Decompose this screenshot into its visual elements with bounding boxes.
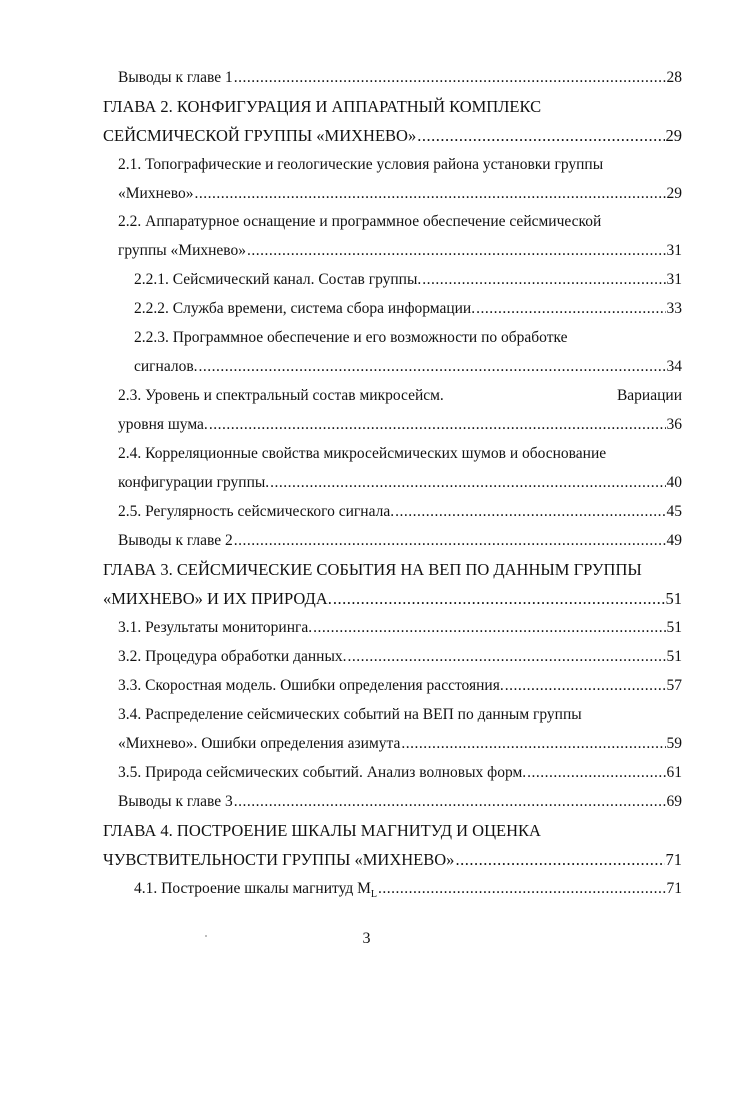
toc-entry-page: 31 xyxy=(666,242,682,259)
toc-entry xyxy=(118,502,682,522)
toc-entry-title: ЧУВСТВИТЕЛЬНОСТИ ГРУППЫ «МИХНЕВО» xyxy=(103,850,455,869)
leader-dots xyxy=(455,850,664,870)
toc-entry xyxy=(118,618,682,638)
toc-entry xyxy=(118,647,682,667)
toc-entry-title: Выводы к главе 3 xyxy=(118,793,233,810)
toc-entry-title: 2.4. Корреляционные свойства микросейсмических шумов и обоснование xyxy=(118,445,607,462)
toc-entry-title: 3.4. Распределение сейсмических событий на ВЕП по данным группы xyxy=(118,706,582,723)
toc-entry-page: 71 xyxy=(666,880,682,897)
toc-entry xyxy=(134,328,682,348)
toc-entry xyxy=(118,705,682,725)
toc-entry-page: 61 xyxy=(666,764,682,781)
toc-entry xyxy=(134,879,682,905)
toc-entry-page: 71 xyxy=(665,850,682,869)
chapter-heading xyxy=(103,850,682,870)
toc-entry xyxy=(118,68,682,88)
toc-entry-title: «Михнево». Ошибки определения азимута xyxy=(118,735,401,752)
leader-dots xyxy=(234,68,666,88)
toc-entry xyxy=(118,386,682,406)
toc-entry-title: ГЛАВА 2. КОНФИГУРАЦИЯ И АППАРАТНЫЙ КОМПЛЕКС xyxy=(103,97,542,116)
toc-entry xyxy=(134,357,682,377)
toc-entry-page: 51 xyxy=(665,589,682,608)
leader-dots xyxy=(348,647,666,667)
leader-dots xyxy=(395,502,665,522)
toc-entry-title: ГЛАВА 3. СЕЙСМИЧЕСКИЕ СОБЫТИЯ НА ВЕП ПО ДАННЫМ ГРУППЫ xyxy=(103,560,642,579)
toc-entry-title: «МИХНЕВО» И ИХ ПРИРОДА. xyxy=(103,589,332,608)
page-number: 3 xyxy=(362,930,371,947)
toc-entry xyxy=(118,531,682,551)
toc-entry-title: 2.2.3. Программное обеспечение и его возможности по обработке xyxy=(134,329,568,346)
toc-entry xyxy=(118,763,682,783)
chapter-heading xyxy=(103,821,682,841)
leader-dots xyxy=(234,531,666,551)
toc-entry-title-text: 4.1. Построение шкалы магнитуд M xyxy=(134,880,371,897)
toc-entry xyxy=(118,415,682,435)
toc-entry-page: 29 xyxy=(665,126,682,145)
leader-dots xyxy=(401,734,665,754)
toc-entry-title: 2.3. Уровень и спектральный состав микросейсм. xyxy=(118,387,444,404)
toc-entry-page: 33 xyxy=(666,300,682,317)
leader-dots xyxy=(505,676,666,696)
toc-entry-title: 2.2. Аппаратурное оснащение и программное обеспечение сейсмической xyxy=(118,213,602,230)
toc-entry-page: 28 xyxy=(666,69,682,86)
toc-entry xyxy=(118,473,682,493)
toc-entry xyxy=(118,155,682,175)
chapter-heading xyxy=(103,589,682,609)
toc-entry xyxy=(134,299,682,319)
leader-dots xyxy=(234,792,666,812)
toc-entry-title: Выводы к главе 1 xyxy=(118,69,233,86)
toc-entry-title: уровня шума. xyxy=(118,416,208,433)
chapter-heading xyxy=(103,560,682,580)
toc-entry-page: 49 xyxy=(666,532,682,549)
toc-entry-title-continued: Вариации xyxy=(616,387,682,404)
leader-dots xyxy=(194,184,665,204)
toc-entry-page: 31 xyxy=(666,271,682,288)
toc-entry-title: ГЛАВА 4. ПОСТРОЕНИЕ ШКАЛЫ МАГНИТУД И ОЦЕНКА xyxy=(103,821,541,840)
toc-entry-title: 3.3. Скоростная модель. Ошибки определения расстояния. xyxy=(118,677,504,694)
leader-dots xyxy=(378,879,665,899)
toc-entry-page: 59 xyxy=(666,735,682,752)
toc-entry xyxy=(134,270,682,290)
toc-entry xyxy=(118,734,682,754)
toc-entry-title: 2.2.1. Сейсмический канал. Состав группы. xyxy=(134,271,422,288)
toc-entry-title xyxy=(134,879,377,905)
toc-entry-page: 69 xyxy=(666,793,682,810)
toc-entry xyxy=(118,241,682,261)
leader-dots xyxy=(527,763,665,783)
toc-entry-title: 3.2. Процедура обработки данных. xyxy=(118,648,347,665)
magnitude-subscript: L xyxy=(370,889,378,901)
toc-entry-page: 51 xyxy=(666,648,682,665)
toc-entry-page: 36 xyxy=(666,416,682,433)
toc-entry-title: 2.5. Регулярность сейсмического сигнала. xyxy=(118,503,395,520)
toc-entry-title: конфигурации группы. xyxy=(118,474,270,491)
leader-dots xyxy=(417,126,664,146)
leader-dots xyxy=(247,241,666,261)
toc-entry-title: 3.1. Результаты мониторинга. xyxy=(118,619,313,636)
toc-entry-title: СЕЙСМИЧЕСКОЙ ГРУППЫ «МИХНЕВО» xyxy=(103,126,417,145)
chapter-heading xyxy=(103,126,682,146)
chapter-heading xyxy=(103,97,682,117)
toc-entry-page: 29 xyxy=(666,185,682,202)
toc-entry-page: 57 xyxy=(666,677,682,694)
toc-entry-title: 2.1. Топографические и геологические условия района установки группы xyxy=(118,156,604,173)
toc-entry-page: 34 xyxy=(666,358,682,375)
toc-entry-title: «Михнево» xyxy=(118,185,194,202)
toc-entry-page: 40 xyxy=(666,474,682,491)
leader-dots xyxy=(333,589,665,609)
toc-entry xyxy=(118,184,682,204)
leader-dots xyxy=(422,270,665,290)
leader-dots xyxy=(209,415,666,435)
toc-entry-title: сигналов. xyxy=(134,358,198,375)
toc-entry xyxy=(118,792,682,812)
leader-dots xyxy=(199,357,666,377)
toc-entry xyxy=(118,676,682,696)
toc-entry-title: Выводы к главе 2 xyxy=(118,532,233,549)
leader-dots xyxy=(270,473,665,493)
leader-dots xyxy=(313,618,665,638)
toc-entry xyxy=(118,212,682,232)
toc-entry xyxy=(118,444,682,464)
toc-entry-title: группы «Михнево» xyxy=(118,242,246,259)
toc-entry-title: 3.5. Природа сейсмических событий. Анализ волновых форм. xyxy=(118,764,527,781)
leader-dots xyxy=(476,299,665,319)
toc-entry-page: 45 xyxy=(666,503,682,520)
toc-entry-title: 2.2.2. Служба времени, система сбора информации. xyxy=(134,300,476,317)
toc-entry-page: 51 xyxy=(666,619,682,636)
